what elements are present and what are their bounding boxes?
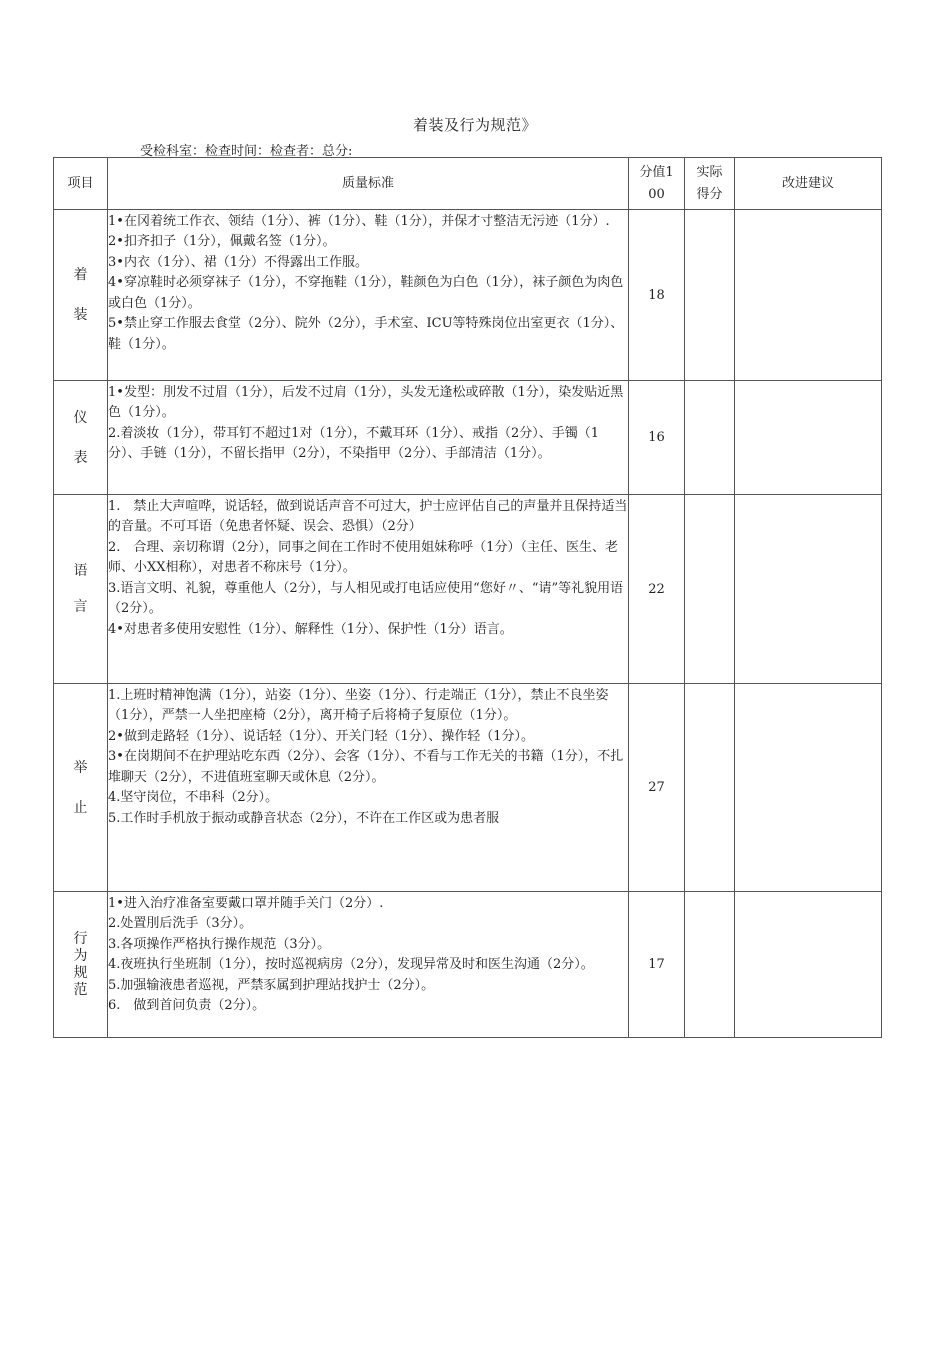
criteria-cell bbox=[108, 495, 629, 684]
page-title: 着装及行为规范》 bbox=[412, 116, 537, 134]
criteria-line: 5.加强输液患者巡视，严禁豕属到护理站找护士（2分）。 bbox=[108, 977, 435, 993]
criteria-cell bbox=[108, 381, 629, 495]
score-cell: 18 bbox=[629, 210, 685, 381]
inspection-info-line: 受检科室：检查时间：检查者：总分: bbox=[140, 144, 353, 159]
inspection-table bbox=[53, 157, 882, 1038]
score-cell: 17 bbox=[629, 892, 685, 1038]
actual-score-cell[interactable] bbox=[685, 210, 735, 381]
category-cell: 举止 bbox=[54, 684, 108, 892]
criteria-line: 3•在岗期间不在护理站吃东西（2分）、会客（1分）、不看与工作无关的书籍（1分），不扎堆聊天（2分），不进值班室聊天或休息（2分）。 bbox=[108, 749, 624, 785]
criteria-line: 1. 禁止大声喧哗，说话轻，做到说话声音不可过大，护士应评估自己的声量并且保持适当的音量。不可耳语（免患者怀疑、误会、恐惧）（2分） bbox=[108, 498, 628, 534]
actual-score-cell[interactable] bbox=[685, 892, 735, 1038]
suggestion-cell[interactable] bbox=[735, 892, 882, 1038]
criteria-cell bbox=[108, 684, 629, 892]
suggestion-cell[interactable] bbox=[735, 210, 882, 381]
suggestion-cell[interactable] bbox=[735, 684, 882, 892]
category-cell: 语言 bbox=[54, 495, 108, 684]
score-cell: 16 bbox=[629, 381, 685, 495]
table-row bbox=[54, 381, 882, 495]
category-cell: 仪表 bbox=[54, 381, 108, 495]
category-cell: 着装 bbox=[54, 210, 108, 381]
criteria-line: 1.上班时精神饱满（1分），站姿（1分）、坐姿（1分）、行走端正（1分），禁止不良坐姿（1分），严禁一人坐把座椅（2分），离开椅子后将椅子复原位（1分）。 bbox=[108, 687, 609, 723]
table-row bbox=[54, 210, 882, 381]
criteria-cell bbox=[108, 210, 629, 381]
criteria-line: 2.处置刖后洗手（3分）。 bbox=[108, 916, 253, 931]
header-standard: 质量标准 bbox=[108, 158, 629, 210]
criteria-line: 1•进入治疗准备室要戴口罩并随手关门（2分）. bbox=[108, 895, 384, 911]
table-row bbox=[54, 892, 882, 1038]
criteria-line: 1•在冈着统工作衣、领结（1分）、裤（1分）、鞋（1分），并保才寸整洁无污迹（1分）. bbox=[108, 213, 610, 229]
criteria-line: 5.工作时手机放于振动或静音状态（2分），不许在工作区或为患者服 bbox=[108, 810, 500, 826]
criteria-line: 1•发型：刖发不过眉（1分），后发不过肩（1分），头发无逢松或碎散（1分），染发贴近黑色（1分）。 bbox=[108, 384, 624, 420]
criteria-line: 3.语言文明、礼貌，尊重他人（2分），与人相见或打电话应使用“您好〃、“请”等礼貌用语（2分）。 bbox=[108, 580, 624, 616]
criteria-line: 2. 合理、亲切称谓（2分），同事之间在工作时不使用姐妹称呼（1分）（主任、医生、老师、小XX相称），对患者不称床号（1分）。 bbox=[108, 539, 618, 575]
criteria-line: 2•扣齐扣子（1分），佩戴名签（1分）。 bbox=[108, 234, 336, 249]
actual-score-cell[interactable] bbox=[685, 495, 735, 684]
header-item: 项目 bbox=[54, 158, 108, 210]
criteria-line: 6. 做到首问负责（2分）。 bbox=[108, 998, 266, 1013]
criteria-line: 4•对患者多使用安慰性（1分）、解释性（1分）、保护性（1分）语言。 bbox=[108, 621, 513, 637]
category-cell: 行为规范 bbox=[54, 892, 108, 1038]
header-actual: 实际得分 bbox=[685, 158, 735, 210]
criteria-line: 2•做到走路轻（1分）、说话轻（1分）、开关门轻（1分）、操作轻（1分）。 bbox=[108, 728, 535, 744]
suggestion-cell[interactable] bbox=[735, 495, 882, 684]
criteria-line: 4•穿凉鞋时必须穿袜子（1分），不穿拖鞋（1分），鞋颜色为白色（1分），袜子颜色为肉色或白色（1分）。 bbox=[108, 275, 624, 311]
score-cell: 27 bbox=[629, 684, 685, 892]
criteria-cell bbox=[108, 892, 629, 1038]
actual-score-cell[interactable] bbox=[685, 684, 735, 892]
criteria-line: 2.着淡妆（1分），带耳钉不超过1对（1分），不戴耳环（1分）、戒指（2分）、手镯（1分）、手链（1分），不留长指甲（2分），不染指甲（2分）、手部清洁（1分）。 bbox=[108, 425, 600, 461]
table-row bbox=[54, 495, 882, 684]
criteria-line: 3.各项操作严格执行操作规范（3分）。 bbox=[108, 936, 331, 952]
table-row bbox=[54, 684, 882, 892]
actual-score-cell[interactable] bbox=[685, 381, 735, 495]
criteria-line: 4.夜班执行坐班制（1分），按时巡视病房（2分），发现异常及时和医生沟通（2分）。 bbox=[108, 957, 594, 972]
criteria-line: 4.坚守岗位，不串科（2分）。 bbox=[108, 790, 279, 805]
score-cell: 22 bbox=[629, 495, 685, 684]
criteria-line: 5•禁止穿工作服去食堂（2分）、院外（2分），手术室、ICU等特殊岗位出室更衣（1分）、鞋（1分）。 bbox=[108, 316, 624, 352]
header-score: 分值100 bbox=[629, 158, 685, 210]
header-suggestion: 改进建议 bbox=[735, 158, 882, 210]
criteria-line: 3•内衣（1分）、裙（1分）不得露出工作服。 bbox=[108, 254, 368, 270]
table-header-row bbox=[54, 158, 882, 210]
suggestion-cell[interactable] bbox=[735, 381, 882, 495]
